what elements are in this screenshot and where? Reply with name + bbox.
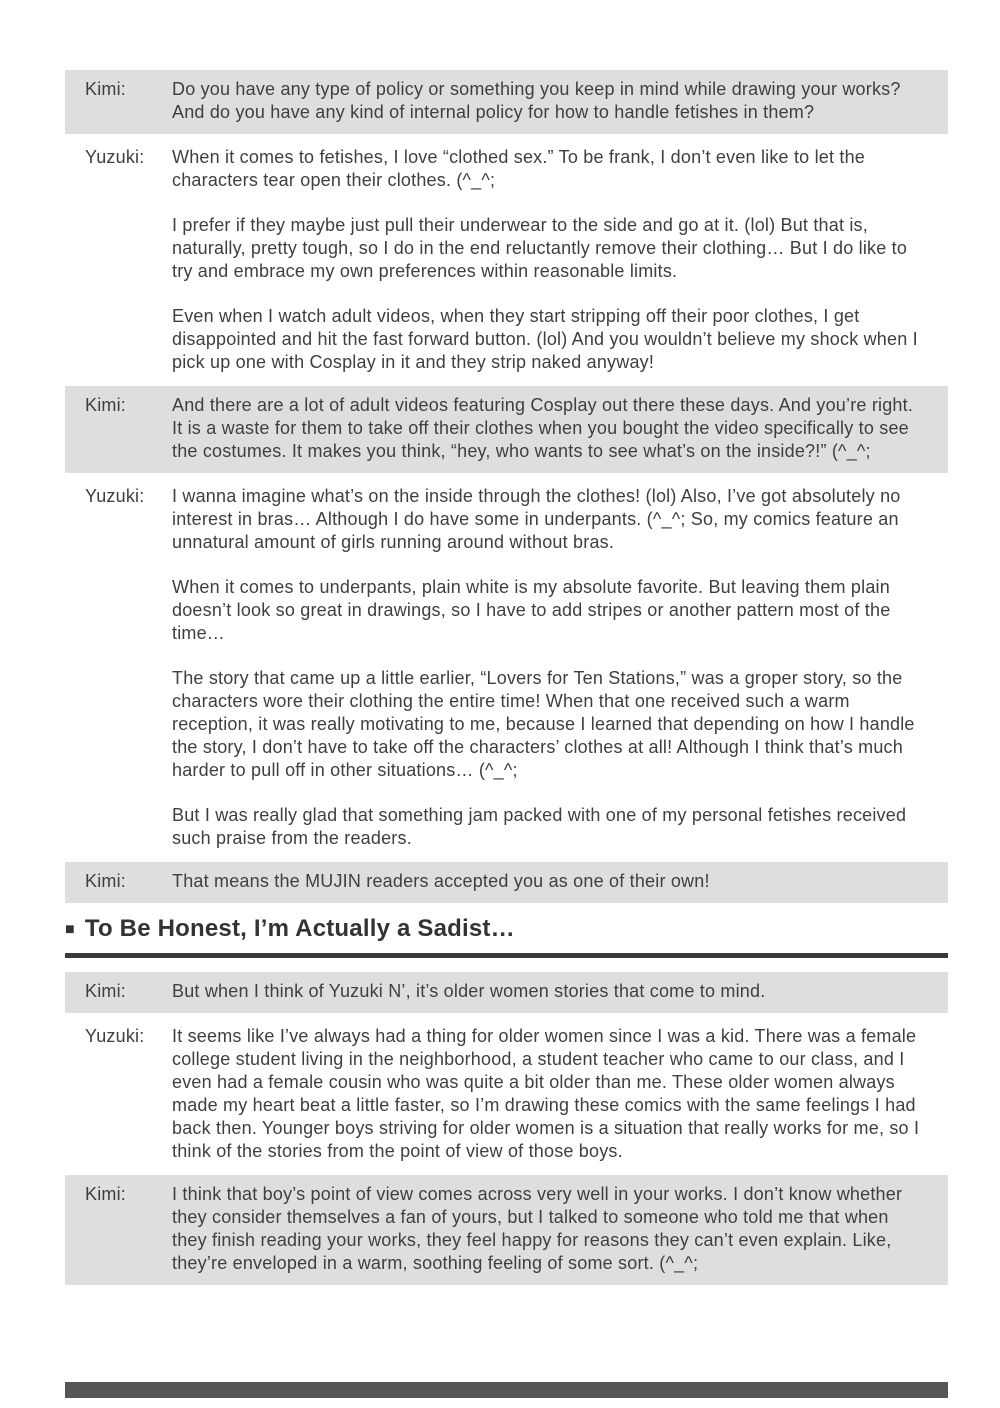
- utterance-paragraph: It seems like I’ve always had a thing for older women since I was a kid. There was a female college student living in the neighborhood, a student teacher who came to our class, and I even had a female cousin who was quite a bit older than me. These older women always made my heart beat a little faster, so I’m drawing these comics with the same feelings I had back then. Younger boys striving for older women is a situation that really works for me, so I think of the stories from the point of view of those boys.: [172, 1026, 920, 1161]
- utterance-paragraph: When it comes to underpants, plain white is my absolute favorite. But leaving them plain doesn’t look so great in drawings, so I have to add stripes or another pattern most of the time…: [172, 577, 891, 643]
- utterance-paragraph: When it comes to fetishes, I love “clothed sex.” To be frank, I don’t even like to let the characters tear open their clothes. (^_^;: [172, 147, 866, 190]
- utterance: [172, 78, 928, 124]
- utterance: [172, 1025, 928, 1163]
- utterance-paragraph: Even when I watch adult videos, when they start stripping off their poor clothes, I get disappointed and hit the fast forward button. (lol) And you wouldn’t believe my shock when I pick up one with Cosplay in it and they strip naked anyway!: [172, 306, 918, 372]
- speaker-label: Yuzuki:: [85, 147, 145, 167]
- speaker-label: Kimi:: [85, 79, 126, 99]
- utterance-paragraph: I wanna imagine what’s on the inside through the clothes! (lol) Also, I’ve got absolutely no interest in bras… Although I do have some in underpants. (^_^; So, my comics feature an unnatural amount of girls running around without bras.: [172, 486, 901, 552]
- utterance: [172, 485, 928, 850]
- interview-content: [65, 70, 948, 1297]
- section-heading-text: To Be Honest, I’m Actually a Sadist…: [84, 915, 515, 942]
- utterance: [172, 394, 928, 463]
- speaker-label: Kimi:: [85, 981, 126, 1001]
- dialogue-block: [65, 1025, 948, 1163]
- speaker-label: Yuzuki:: [85, 1026, 145, 1046]
- utterance-paragraph: I think that boy’s point of view comes across very well in your works. I don’t know whether they consider themselves a fan of yours, but I talked to someone who told me that when they finish reading your works, they feel happy for reasons they can’t even explain. Like, they’re enveloped in a warm, soothing feeling of some sort. (^_^;: [172, 1184, 903, 1273]
- dialogue-block: [65, 146, 948, 374]
- utterance: [172, 146, 928, 374]
- utterance-paragraph: Do you have any type of policy or something you keep in mind while drawing your works? And do you have any kind of internal policy for how to handle fetishes in them?: [172, 79, 901, 122]
- utterance-paragraph: But I was really glad that something jam packed with one of my personal fetishes received such praise from the readers.: [172, 805, 907, 848]
- dialogue-block: [65, 1175, 948, 1285]
- speaker-label: Kimi:: [85, 1184, 126, 1204]
- utterance-paragraph: But when I think of Yuzuki N’, it’s older women stories that come to mind.: [172, 981, 766, 1001]
- utterance: [172, 870, 928, 893]
- speaker-label: Kimi:: [85, 871, 126, 891]
- square-bullet-icon: ■: [65, 921, 75, 938]
- utterance: [172, 980, 928, 1003]
- speaker-label: Kimi:: [85, 395, 126, 415]
- dialogue-block: [65, 862, 948, 903]
- utterance-paragraph: The story that came up a little earlier, “Lovers for Ten Stations,” was a groper story, so the characters wore their clothing the entire time! When that one received such a warm reception, it was really motivating to me, because I learned that depending on how I handle the story, I don’t have to take off the characters’ clothes at all! Although I think that’s much harder to pull off in other situations… (^_^;: [172, 668, 915, 780]
- speaker-label: Yuzuki:: [85, 486, 145, 506]
- utterance-paragraph: I prefer if they maybe just pull their underwear to the side and go at it. (lol) But that is, naturally, pretty tough, so I do in the end reluctantly remove their clothing… But I do like to try and embrace my own preferences within reasonable limits.: [172, 215, 908, 281]
- dialogue-block: [65, 70, 948, 134]
- utterance-paragraph: That means the MUJIN readers accepted you as one of their own!: [172, 871, 710, 891]
- footer-bar: [65, 1382, 948, 1398]
- dialogue-block: [65, 485, 948, 850]
- dialogue-block: [65, 386, 948, 473]
- section-heading: [65, 915, 948, 958]
- utterance: [172, 1183, 928, 1275]
- dialogue-block: [65, 972, 948, 1013]
- utterance-paragraph: And there are a lot of adult videos featuring Cosplay out there these days. And you’re right. It is a waste for them to take off their clothes when you bought the video specifically to see the costumes. It makes you think, “hey, who wants to see what’s on the inside?!” (^_^;: [172, 395, 914, 461]
